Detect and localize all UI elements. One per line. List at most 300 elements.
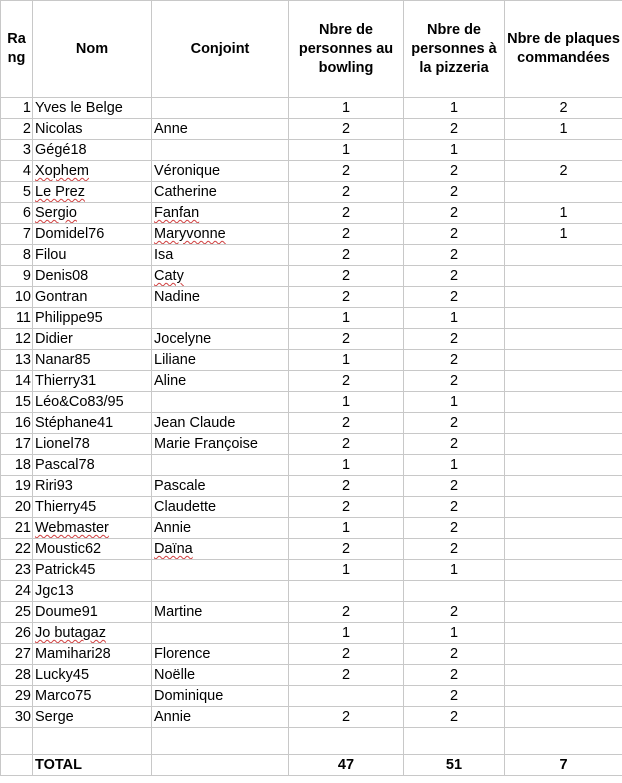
cell-bowling[interactable] [289, 161, 404, 182]
cell-plaques[interactable] [505, 245, 622, 266]
cell-text-pizzeria: 2 [449, 415, 459, 431]
cell-rang[interactable] [1, 329, 33, 350]
cell-conjoint[interactable] [152, 203, 289, 224]
empty-cell[interactable] [1, 728, 33, 755]
cell-plaques[interactable] [505, 497, 622, 518]
cell-rang[interactable] [1, 161, 33, 182]
cell-bowling[interactable] [289, 266, 404, 287]
cell-bowling[interactable] [289, 623, 404, 644]
cell-pizzeria[interactable] [404, 497, 505, 518]
cell-bowling[interactable] [289, 140, 404, 161]
table-row [1, 644, 622, 665]
cell-plaques[interactable] [505, 644, 622, 665]
empty-cell[interactable] [33, 728, 152, 755]
cell-text-conjoint: Claudette [154, 499, 217, 515]
cell-text-bowling: 2 [341, 226, 351, 242]
cell-bowling[interactable] [289, 560, 404, 581]
header-plaques[interactable]: Nbre de plaques commandées [505, 1, 622, 98]
cell-nom[interactable] [33, 182, 152, 203]
cell-pizzeria[interactable] [404, 245, 505, 266]
cell-text-conjoint: Florence [154, 646, 211, 662]
cell-text-rang: 19 [14, 478, 31, 494]
cell-text-nom: Yves le Belge [35, 100, 123, 116]
cell-plaques[interactable] [505, 455, 622, 476]
cell-text-bowling: 2 [341, 268, 351, 284]
cell-text-pizzeria: 2 [449, 331, 459, 347]
cell-text-rang: 9 [22, 268, 31, 284]
cell-nom[interactable] [33, 581, 152, 602]
cell-nom[interactable] [33, 140, 152, 161]
cell-rang[interactable] [1, 539, 33, 560]
total-bowling-cell[interactable]: 47 [289, 755, 404, 776]
cell-text-conjoint: Catherine [154, 184, 217, 200]
cell-nom[interactable] [33, 539, 152, 560]
cell-bowling[interactable] [289, 245, 404, 266]
empty-cell[interactable] [289, 728, 404, 755]
header-nom[interactable]: Nom [33, 1, 152, 98]
cell-text-pizzeria: 2 [449, 163, 459, 179]
cell-conjoint[interactable] [152, 308, 289, 329]
cell-plaques[interactable] [505, 203, 622, 224]
cell-bowling[interactable] [289, 455, 404, 476]
cell-bowling[interactable] [289, 476, 404, 497]
cell-plaques[interactable] [505, 602, 622, 623]
table-row [1, 140, 622, 161]
cell-text-pizzeria: 2 [449, 121, 459, 137]
cell-text-pizzeria: 1 [449, 457, 459, 473]
cell-conjoint[interactable] [152, 266, 289, 287]
cell-plaques[interactable] [505, 581, 622, 602]
cell-text-plaques: 1 [559, 226, 568, 242]
cell-text-pizzeria: 1 [449, 394, 459, 410]
cell-text-rang: 18 [14, 457, 31, 473]
cell-nom[interactable] [33, 287, 152, 308]
header-conjoint[interactable]: Conjoint [152, 1, 289, 98]
cell-rang[interactable] [1, 623, 33, 644]
cell-rang[interactable] [1, 203, 33, 224]
cell-nom[interactable] [33, 350, 152, 371]
cell-bowling[interactable] [289, 119, 404, 140]
cell-text-conjoint: Annie [154, 520, 192, 536]
cell-rang[interactable] [1, 644, 33, 665]
cell-text-plaques: 2 [559, 100, 568, 116]
cell-plaques[interactable] [505, 224, 622, 245]
cell-conjoint[interactable] [152, 140, 289, 161]
cell-text-pizzeria: 2 [449, 352, 459, 368]
cell-text-conjoint: Fanfan [154, 205, 200, 221]
cell-pizzeria[interactable] [404, 707, 505, 728]
cell-text-rang: 5 [22, 184, 31, 200]
cell-rang[interactable] [1, 245, 33, 266]
cell-text-rang: 28 [14, 667, 31, 683]
cell-rang[interactable] [1, 665, 33, 686]
cell-text-nom: Thierry31 [35, 373, 97, 389]
cell-pizzeria[interactable] [404, 287, 505, 308]
cell-bowling[interactable] [289, 602, 404, 623]
cell-nom[interactable] [33, 665, 152, 686]
cell-text-pizzeria: 2 [449, 499, 459, 515]
cell-rang[interactable] [1, 413, 33, 434]
table-row [1, 602, 622, 623]
cell-pizzeria[interactable] [404, 140, 505, 161]
cell-text-rang: 21 [14, 520, 31, 536]
cell-conjoint[interactable] [152, 581, 289, 602]
cell-pizzeria[interactable] [404, 623, 505, 644]
cell-text-rang: 10 [14, 289, 31, 305]
cell-nom[interactable] [33, 371, 152, 392]
cell-text-bowling: 1 [341, 142, 351, 158]
cell-text-pizzeria: 2 [449, 268, 459, 284]
cell-bowling[interactable] [289, 413, 404, 434]
cell-text-nom: Serge [35, 709, 74, 725]
cell-bowling[interactable] [289, 665, 404, 686]
cell-conjoint[interactable] [152, 623, 289, 644]
cell-plaques[interactable] [505, 161, 622, 182]
cell-plaques[interactable] [505, 560, 622, 581]
cell-text-rang: 7 [22, 226, 31, 242]
cell-text-rang: 27 [14, 646, 31, 662]
cell-text-nom: Jo butagaz [35, 625, 106, 641]
cell-text-nom: Le Prez [35, 184, 85, 200]
cell-conjoint[interactable] [152, 497, 289, 518]
cell-nom[interactable] [33, 266, 152, 287]
cell-bowling[interactable] [289, 98, 404, 119]
cell-conjoint[interactable] [152, 434, 289, 455]
cell-text-nom: Doume91 [35, 604, 98, 620]
cell-pizzeria[interactable] [404, 371, 505, 392]
cell-nom[interactable] [33, 308, 152, 329]
cell-bowling[interactable] [289, 434, 404, 455]
cell-pizzeria[interactable] [404, 182, 505, 203]
cell-rang[interactable] [1, 98, 33, 119]
table-row [1, 182, 622, 203]
cell-nom[interactable] [33, 686, 152, 707]
cell-text-bowling: 1 [341, 562, 351, 578]
cell-pizzeria[interactable] [404, 350, 505, 371]
cell-nom[interactable] [33, 476, 152, 497]
cell-plaques[interactable] [505, 266, 622, 287]
cell-nom[interactable] [33, 413, 152, 434]
cell-text-nom: Marco75 [35, 688, 92, 704]
cell-conjoint[interactable] [152, 686, 289, 707]
cell-bowling[interactable] [289, 392, 404, 413]
total-row [1, 755, 622, 776]
cell-text-rang: 8 [22, 247, 31, 263]
cell-pizzeria[interactable] [404, 98, 505, 119]
cell-text-conjoint: Nadine [154, 289, 200, 305]
cell-conjoint[interactable] [152, 476, 289, 497]
cell-pizzeria[interactable] [404, 329, 505, 350]
total-plaques-cell[interactable]: 7 [505, 755, 622, 776]
cell-rang[interactable] [1, 455, 33, 476]
cell-text-rang: 29 [14, 688, 31, 704]
cell-nom[interactable] [33, 602, 152, 623]
cell-text-nom: Denis08 [35, 268, 89, 284]
cell-plaques[interactable] [505, 308, 622, 329]
cell-plaques[interactable] [505, 287, 622, 308]
cell-rang[interactable] [1, 140, 33, 161]
cell-text-conjoint: Annie [154, 709, 192, 725]
spacer-row [1, 728, 622, 755]
cell-rang[interactable] [1, 350, 33, 371]
empty-cell[interactable] [152, 728, 289, 755]
cell-bowling[interactable] [289, 203, 404, 224]
cell-pizzeria[interactable] [404, 539, 505, 560]
cell-text-bowling: 1 [341, 394, 351, 410]
cell-text-plaques: 1 [559, 121, 568, 137]
cell-text-conjoint: Caty [154, 268, 184, 284]
cell-text-bowling: 2 [341, 205, 351, 221]
cell-nom[interactable] [33, 707, 152, 728]
cell-plaques[interactable] [505, 392, 622, 413]
cell-pizzeria[interactable] [404, 392, 505, 413]
cell-plaques[interactable] [505, 350, 622, 371]
cell-plaques[interactable] [505, 707, 622, 728]
cell-text-nom: Nanar85 [35, 352, 91, 368]
cell-rang[interactable] [1, 581, 33, 602]
cell-text-pizzeria: 2 [449, 646, 459, 662]
cell-nom[interactable] [33, 119, 152, 140]
table-row [1, 518, 622, 539]
empty-cell[interactable] [404, 728, 505, 755]
cell-rang[interactable] [1, 497, 33, 518]
cell-pizzeria[interactable] [404, 581, 505, 602]
cell-nom[interactable] [33, 245, 152, 266]
cell-bowling[interactable] [289, 287, 404, 308]
cell-rang[interactable] [1, 434, 33, 455]
cell-bowling[interactable] [289, 308, 404, 329]
cell-nom[interactable] [33, 203, 152, 224]
cell-text-pizzeria: 2 [449, 205, 459, 221]
cell-text-pizzeria: 2 [449, 709, 459, 725]
cell-rang[interactable] [1, 287, 33, 308]
header-pizzeria[interactable]: Nbre de personnes à la pizzeria [404, 1, 505, 98]
cell-pizzeria[interactable] [404, 224, 505, 245]
cell-bowling[interactable] [289, 371, 404, 392]
cell-plaques[interactable] [505, 119, 622, 140]
cell-text-nom: Moustic62 [35, 541, 102, 557]
cell-bowling[interactable] [289, 686, 404, 707]
cell-text-bowling: 2 [341, 709, 351, 725]
cell-pizzeria[interactable] [404, 308, 505, 329]
cell-text-nom: Domidel76 [35, 226, 105, 242]
table-row [1, 329, 622, 350]
cell-plaques[interactable] [505, 665, 622, 686]
cell-conjoint[interactable] [152, 245, 289, 266]
cell-rang[interactable] [1, 518, 33, 539]
cell-pizzeria[interactable] [404, 518, 505, 539]
cell-text-conjoint: Jean Claude [154, 415, 236, 431]
cell-text-bowling: 2 [341, 541, 351, 557]
cell-plaques[interactable] [505, 182, 622, 203]
cell-bowling[interactable] [289, 350, 404, 371]
cell-rang[interactable] [1, 707, 33, 728]
table-row [1, 707, 622, 728]
cell-plaques[interactable] [505, 98, 622, 119]
cell-conjoint[interactable] [152, 161, 289, 182]
table-row [1, 581, 622, 602]
cell-text-pizzeria: 2 [449, 184, 459, 200]
cell-text-rang: 14 [14, 373, 31, 389]
cell-text-nom: Philippe95 [35, 310, 103, 326]
table-row [1, 455, 622, 476]
cell-rang[interactable] [1, 371, 33, 392]
cell-rang[interactable] [1, 476, 33, 497]
cell-text-pizzeria: 2 [449, 373, 459, 389]
cell-text-pizzeria: 2 [449, 688, 459, 704]
table-row [1, 308, 622, 329]
cell-text-bowling: 2 [341, 121, 351, 137]
cell-nom[interactable] [33, 392, 152, 413]
cell-conjoint[interactable] [152, 560, 289, 581]
total-pizzeria-cell[interactable]: 51 [404, 755, 505, 776]
cell-pizzeria[interactable] [404, 560, 505, 581]
cell-bowling[interactable] [289, 329, 404, 350]
cell-text-bowling: 2 [341, 667, 351, 683]
header-rang[interactable]: Ra ng [1, 1, 33, 98]
cell-text-rang: 20 [14, 499, 31, 515]
cell-pizzeria[interactable] [404, 434, 505, 455]
cell-text-pizzeria: 1 [449, 625, 459, 641]
cell-rang[interactable] [1, 686, 33, 707]
cell-bowling[interactable] [289, 182, 404, 203]
table-row [1, 266, 622, 287]
cell-text-conjoint: Isa [154, 247, 174, 263]
cell-conjoint[interactable] [152, 455, 289, 476]
cell-text-nom: Léo&Co83/95 [35, 394, 124, 410]
cell-conjoint[interactable] [152, 224, 289, 245]
cell-text-rang: 12 [14, 331, 31, 347]
cell-text-pizzeria: 2 [449, 247, 459, 263]
cell-text-nom: Lionel78 [35, 436, 90, 452]
cell-text-rang: 15 [14, 394, 31, 410]
cell-conjoint[interactable] [152, 329, 289, 350]
cell-bowling[interactable] [289, 224, 404, 245]
cell-bowling[interactable] [289, 497, 404, 518]
cell-conjoint[interactable] [152, 665, 289, 686]
cell-text-conjoint: Aline [154, 373, 187, 389]
cell-text-bowling: 2 [341, 604, 351, 620]
cell-text-rang: 13 [14, 352, 31, 368]
cell-rang[interactable] [1, 224, 33, 245]
cell-plaques[interactable] [505, 413, 622, 434]
cell-plaques[interactable] [505, 539, 622, 560]
cell-plaques[interactable] [505, 371, 622, 392]
cell-text-rang: 2 [22, 121, 31, 137]
cell-plaques[interactable] [505, 140, 622, 161]
cell-nom[interactable] [33, 224, 152, 245]
cell-rang[interactable] [1, 119, 33, 140]
cell-rang[interactable] [1, 308, 33, 329]
cell-text-bowling: 1 [341, 457, 351, 473]
cell-conjoint[interactable] [152, 98, 289, 119]
cell-pizzeria[interactable] [404, 413, 505, 434]
table-row [1, 371, 622, 392]
cell-pizzeria[interactable] [404, 119, 505, 140]
cell-nom[interactable] [33, 560, 152, 581]
cell-conjoint[interactable] [152, 350, 289, 371]
cell-nom[interactable] [33, 497, 152, 518]
table-row [1, 434, 622, 455]
cell-nom[interactable] [33, 98, 152, 119]
cell-text-nom: Mamihari28 [35, 646, 111, 662]
cell-plaques[interactable] [505, 476, 622, 497]
cell-pizzeria[interactable] [404, 455, 505, 476]
cell-conjoint[interactable] [152, 707, 289, 728]
cell-plaques[interactable] [505, 434, 622, 455]
cell-pizzeria[interactable] [404, 665, 505, 686]
cell-rang[interactable] [1, 560, 33, 581]
table-row [1, 392, 622, 413]
cell-text-rang: 24 [14, 583, 31, 599]
cell-pizzeria[interactable] [404, 161, 505, 182]
cell-text-nom: Webmaster [35, 520, 109, 536]
cell-plaques[interactable] [505, 623, 622, 644]
cell-text-bowling: 2 [341, 373, 351, 389]
cell-text-nom: Lucky45 [35, 667, 90, 683]
cell-pizzeria[interactable] [404, 602, 505, 623]
cell-conjoint[interactable] [152, 539, 289, 560]
table-row [1, 203, 622, 224]
cell-pizzeria[interactable] [404, 686, 505, 707]
cell-text-nom: Pascal78 [35, 457, 95, 473]
cell-text-conjoint: Daïna [154, 541, 193, 557]
table-row [1, 98, 622, 119]
cell-nom[interactable] [33, 455, 152, 476]
total-conjoint-cell[interactable] [152, 755, 289, 776]
cell-rang[interactable] [1, 266, 33, 287]
cell-bowling[interactable] [289, 707, 404, 728]
cell-pizzeria[interactable] [404, 203, 505, 224]
cell-conjoint[interactable] [152, 518, 289, 539]
cell-text-rang: 22 [14, 541, 31, 557]
cell-nom[interactable] [33, 644, 152, 665]
total-label-cell[interactable]: TOTAL [33, 755, 152, 776]
cell-nom[interactable] [33, 434, 152, 455]
cell-pizzeria[interactable] [404, 476, 505, 497]
cell-conjoint[interactable] [152, 392, 289, 413]
cell-conjoint[interactable] [152, 287, 289, 308]
cell-plaques[interactable] [505, 686, 622, 707]
cell-conjoint[interactable] [152, 371, 289, 392]
cell-conjoint[interactable] [152, 119, 289, 140]
cell-conjoint[interactable] [152, 413, 289, 434]
cell-bowling[interactable] [289, 644, 404, 665]
header-bowling[interactable]: Nbre de personnes au bowling [289, 1, 404, 98]
cell-plaques[interactable] [505, 518, 622, 539]
table-row [1, 665, 622, 686]
cell-pizzeria[interactable] [404, 644, 505, 665]
cell-rang[interactable] [1, 182, 33, 203]
cell-pizzeria[interactable] [404, 266, 505, 287]
cell-nom[interactable] [33, 518, 152, 539]
cell-conjoint[interactable] [152, 644, 289, 665]
cell-nom[interactable] [33, 329, 152, 350]
cell-conjoint[interactable] [152, 182, 289, 203]
empty-cell[interactable] [505, 728, 622, 755]
cell-rang[interactable] [1, 392, 33, 413]
cell-bowling[interactable] [289, 581, 404, 602]
cell-nom[interactable] [33, 161, 152, 182]
cell-rang[interactable] [1, 602, 33, 623]
table-row [1, 287, 622, 308]
total-rang-cell[interactable] [1, 755, 33, 776]
cell-nom[interactable] [33, 623, 152, 644]
cell-bowling[interactable] [289, 539, 404, 560]
cell-conjoint[interactable] [152, 602, 289, 623]
cell-bowling[interactable] [289, 518, 404, 539]
cell-plaques[interactable] [505, 329, 622, 350]
